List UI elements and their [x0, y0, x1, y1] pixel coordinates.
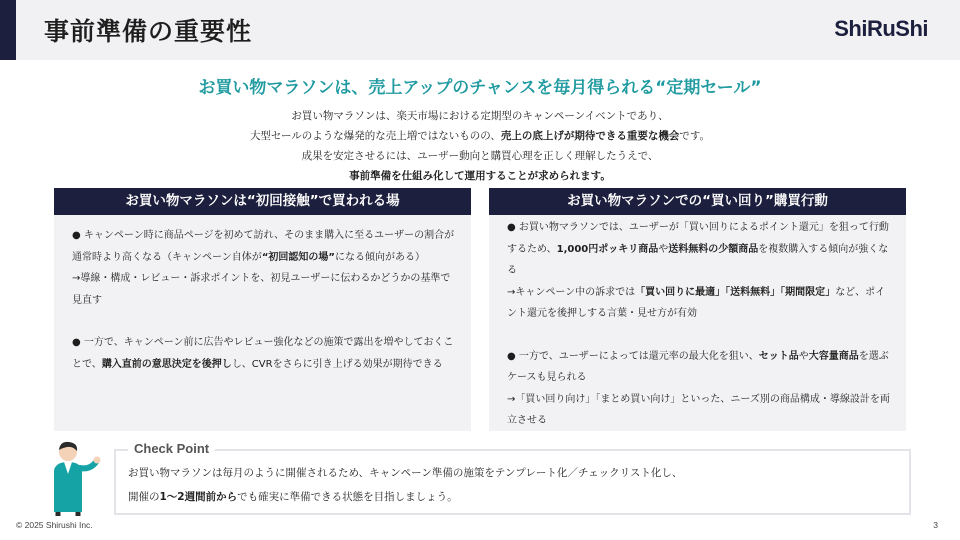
check-point-line-1: お買い物マラソンは毎月のように開催されるため、キャンペーン準備の施策をテンプレート化／チェックリスト化し、: [128, 467, 683, 479]
left-arrow-1: →導線・構成・レビュー・訴求ポイントを、初見ユーザーに伝わるかどうかの基準で見直す: [72, 273, 451, 306]
title-accent-bar: [0, 0, 16, 60]
lead-paragraph: [0, 106, 960, 186]
lead-line-1: お買い物マラソンは、楽天市場における定期型のキャンペーンイベントであり、: [291, 110, 669, 122]
left-column-title: お買い物マラソンは“初回接触”で買われる場: [54, 188, 471, 215]
lead-line-4: 事前準備を仕組み化して運用することが求められます。: [349, 170, 611, 182]
person-pointing-icon: [48, 440, 116, 516]
lead-line-2: 大型セールのような爆発的な売上増ではないものの、売上の底上げが期待できる重要な機会です。: [249, 130, 711, 142]
check-point-label: Check Point: [128, 441, 215, 456]
check-point-line-2: 開催の1〜2週間前からでも確実に準備できる状態を目指しましょう。: [128, 491, 458, 503]
left-bullet-2: ● 一方で、キャンペーン前に広告やレビュー強化などの施策で露出を増やしておくことで、購入直前の意思決定を後押しし、CVRをさらに引き上げる効果が期待できる: [72, 337, 454, 370]
copyright: © 2025 Shirushi Inc.: [16, 520, 93, 530]
left-column-body: [54, 215, 471, 431]
right-arrow-1: →キャンペーン中の訴求では「買い回りに最適」「送料無料」「期間限定」など、ポイント還元を後押しする言葉・見せ方が有効: [507, 286, 886, 319]
right-bullet-1: ● お買い物マラソンでは、ユーザーが「買い回りによるポイント還元」を狙って行動するため、1,000円ポッキリ商品や送料無料の少額商品を複数購入する傾向が強くなる: [507, 222, 889, 276]
right-column-body: [489, 215, 906, 431]
right-column-title: お買い物マラソンでの“買い回り”購買行動: [489, 188, 906, 215]
right-arrow-2: →「買い回り向け」「まとめ買い向け」といった、ニーズ別の商品構成・導線設計を両立させる: [507, 393, 890, 426]
right-bullet-2: ● 一方で、ユーザーによっては還元率の最大化を狙い、セット品や大容量商品を選ぶケースも見られる: [507, 350, 889, 383]
page-number: 3: [933, 520, 938, 530]
left-bullet-1: ● キャンペーン時に商品ページを初めて訪れ、そのまま購入に至るユーザーの割合が通常時より高くなる（キャンペーン自体が“初回認知の場”になる傾向がある）: [72, 230, 455, 263]
check-point-box: [114, 449, 911, 515]
headline: お買い物マラソンは、売上アップのチャンスを毎月得られる“定期セール”: [198, 78, 762, 98]
lead-line-3: 成果を安定させるには、ユーザー動向と購買心理を正しく理解したうえで、: [301, 150, 659, 162]
page-title: 事前準備の重要性: [44, 17, 253, 46]
shirushi-logo: ShiRuShi: [834, 16, 928, 41]
